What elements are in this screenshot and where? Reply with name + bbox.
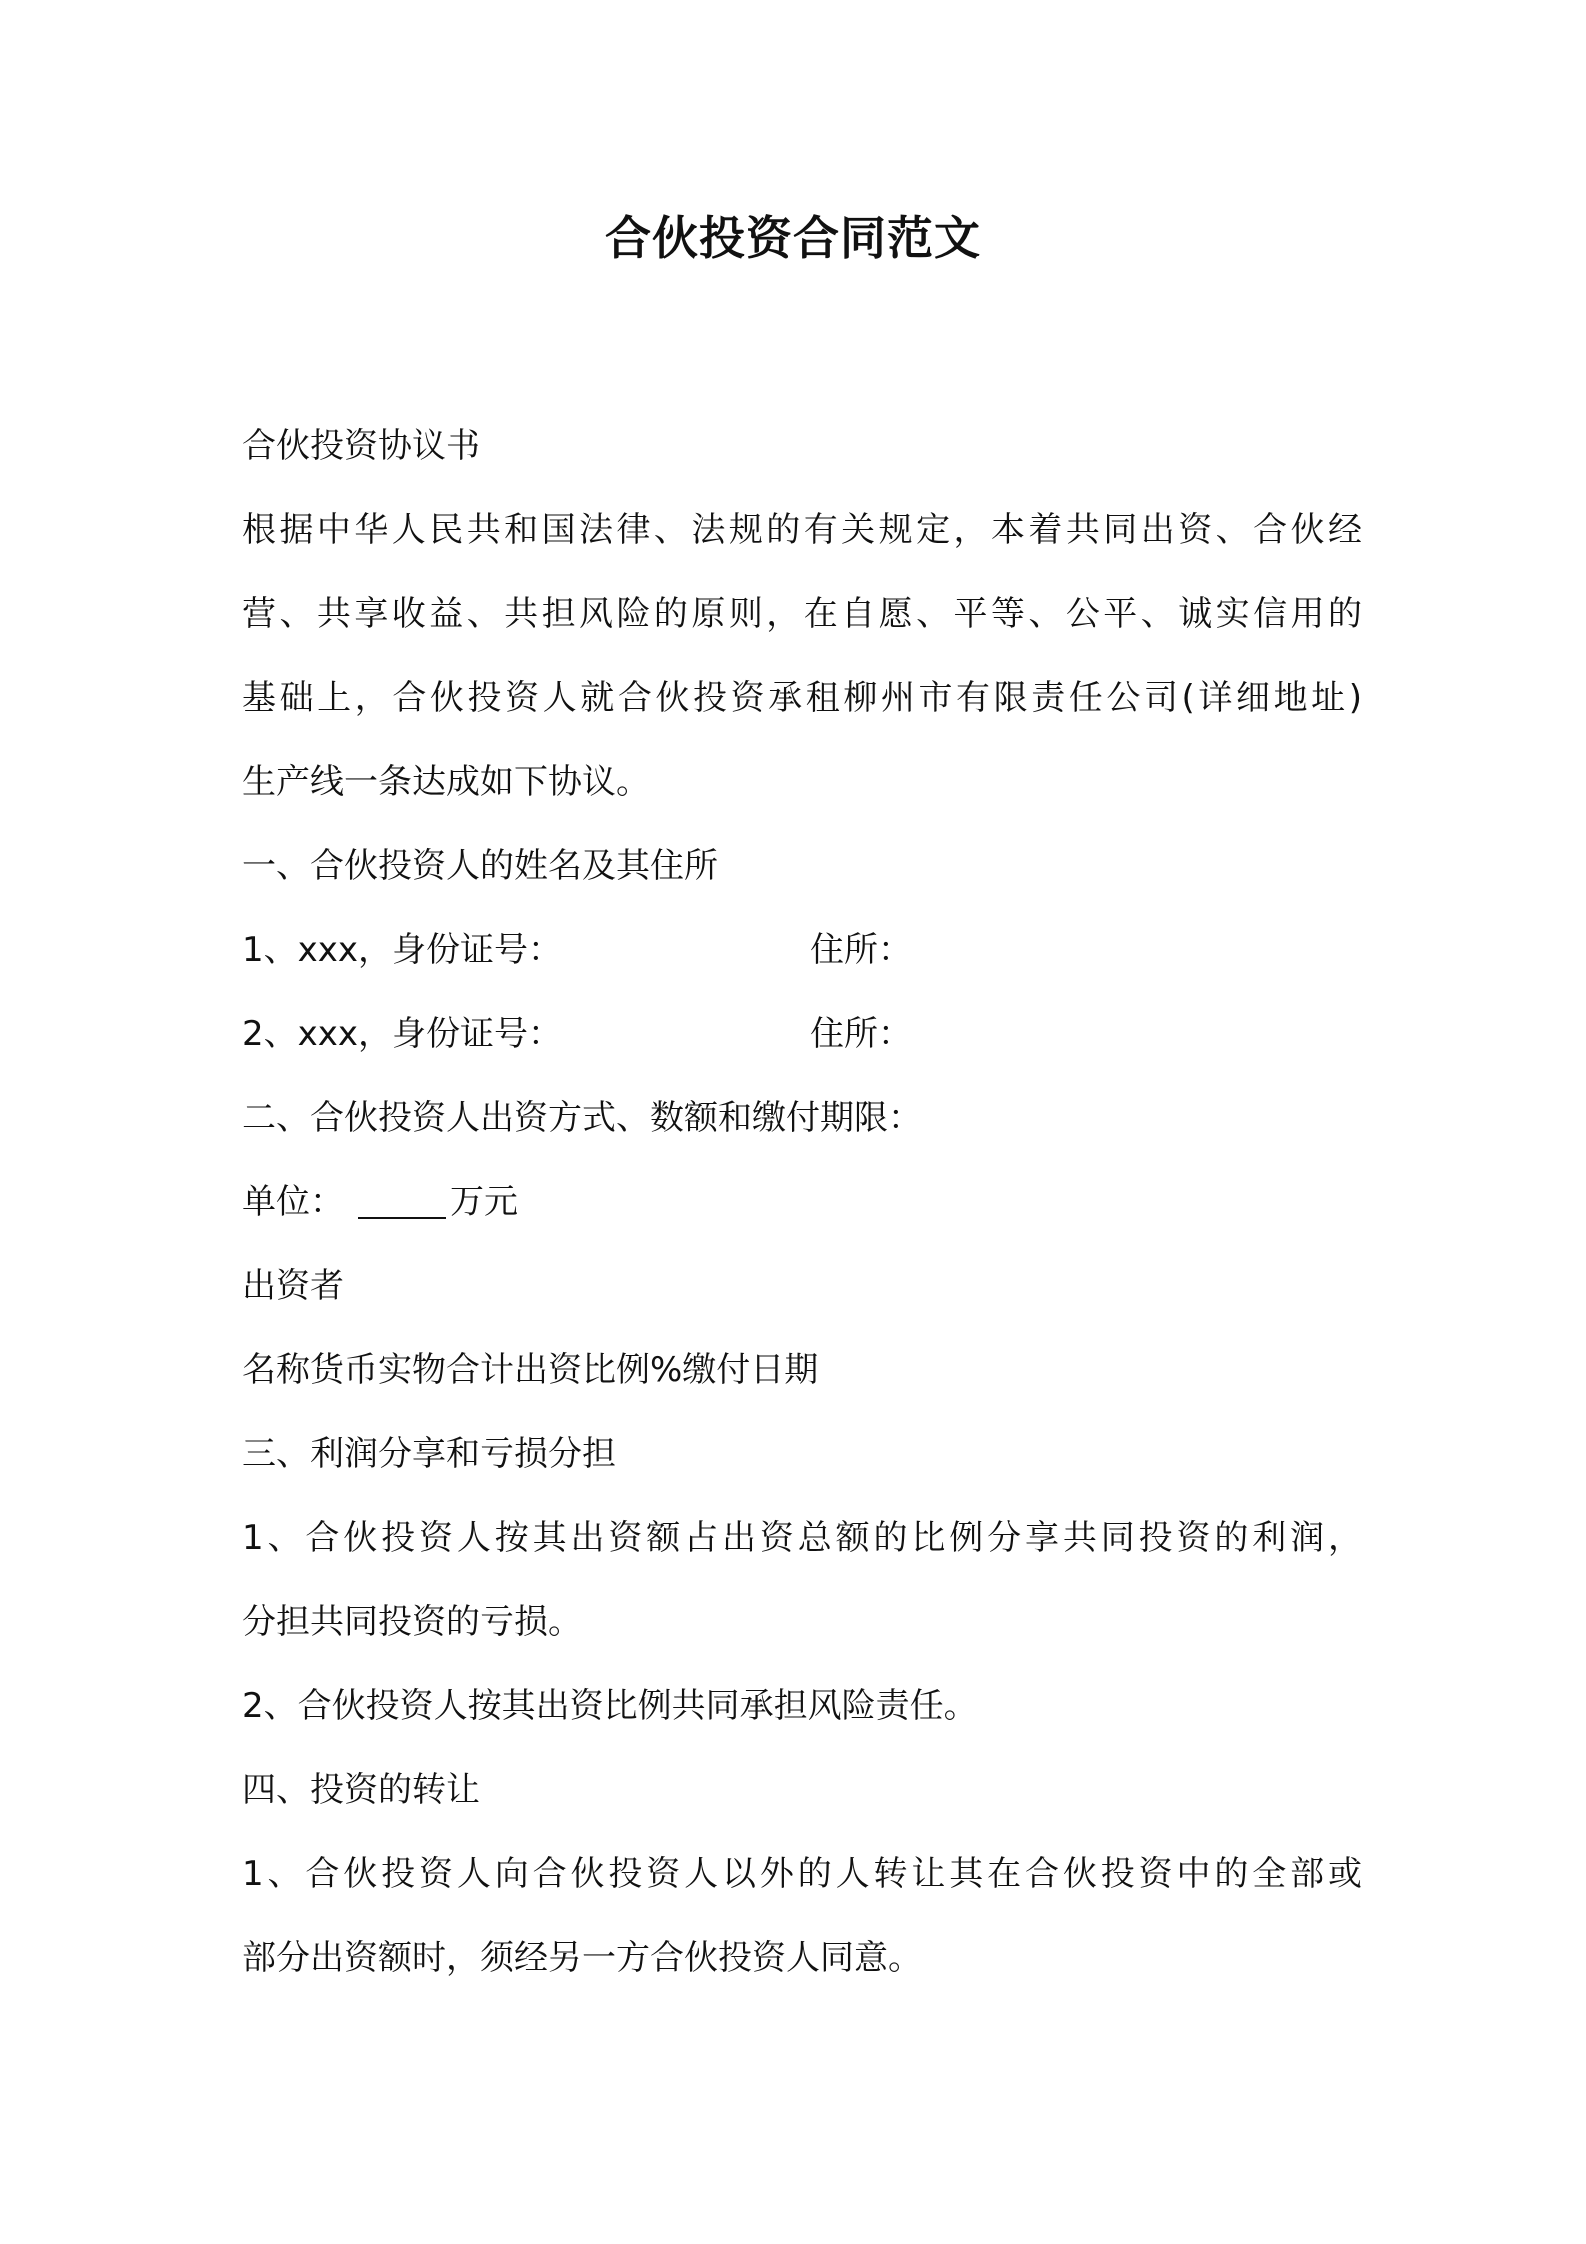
- partner-1-id-label: 1、xxx，身份证号：: [242, 930, 562, 970]
- unit-suffix: 万元: [450, 1182, 518, 1222]
- intro-line-1: 根据中华人民共和国法律、法规的有关规定，本着共同出资、合伙经: [242, 510, 1362, 550]
- contribution-columns: 名称货币实物合计出资比例%缴付日期: [242, 1350, 819, 1390]
- section-4-item-1-line-2: 部分出资额时，须经另一方合伙投资人同意。: [242, 1938, 922, 1978]
- section-4-title: 四、投资的转让: [242, 1770, 480, 1810]
- unit-label: 单位：: [242, 1182, 344, 1222]
- intro-line-3: 基础上，合伙投资人就合伙投资承租柳州市有限责任公司(详细地址): [242, 678, 1362, 718]
- contributor-label: 出资者: [242, 1266, 344, 1306]
- partner-2-address-label: 住所：: [810, 1014, 912, 1054]
- document-body: [242, 404, 1362, 2000]
- intro-line-2: 营、共享收益、共担风险的原则，在自愿、平等、公平、诚实信用的: [242, 594, 1362, 634]
- partner-1-row: [242, 908, 1362, 992]
- partner-1-address-label: 住所：: [810, 930, 912, 970]
- unit-blank-line: [358, 1177, 446, 1219]
- section-2-title: 二、合伙投资人出资方式、数额和缴付期限：: [242, 1098, 922, 1138]
- section-3-item-1-line-1: 1、合伙投资人按其出资额占出资总额的比例分享共同投资的利润，: [242, 1518, 1362, 1558]
- section-3-title: 三、利润分享和亏损分担: [242, 1434, 616, 1474]
- section-3-item-2: 2、合伙投资人按其出资比例共同承担风险责任。: [242, 1686, 978, 1726]
- partner-2-id-label: 2、xxx，身份证号：: [242, 1014, 562, 1054]
- document-title: 合伙投资合同范文: [605, 211, 981, 265]
- section-4-item-1-line-1: 1、合伙投资人向合伙投资人以外的人转让其在合伙投资中的全部或: [242, 1854, 1362, 1894]
- agreement-heading: 合伙投资协议书: [242, 426, 480, 466]
- partner-2-row: [242, 992, 1362, 1076]
- section-3-item-1-line-2: 分担共同投资的亏损。: [242, 1602, 582, 1642]
- intro-line-4: 生产线一条达成如下协议。: [242, 762, 650, 802]
- unit-row: [242, 1160, 1362, 1244]
- section-1-title: 一、合伙投资人的姓名及其住所: [242, 846, 718, 886]
